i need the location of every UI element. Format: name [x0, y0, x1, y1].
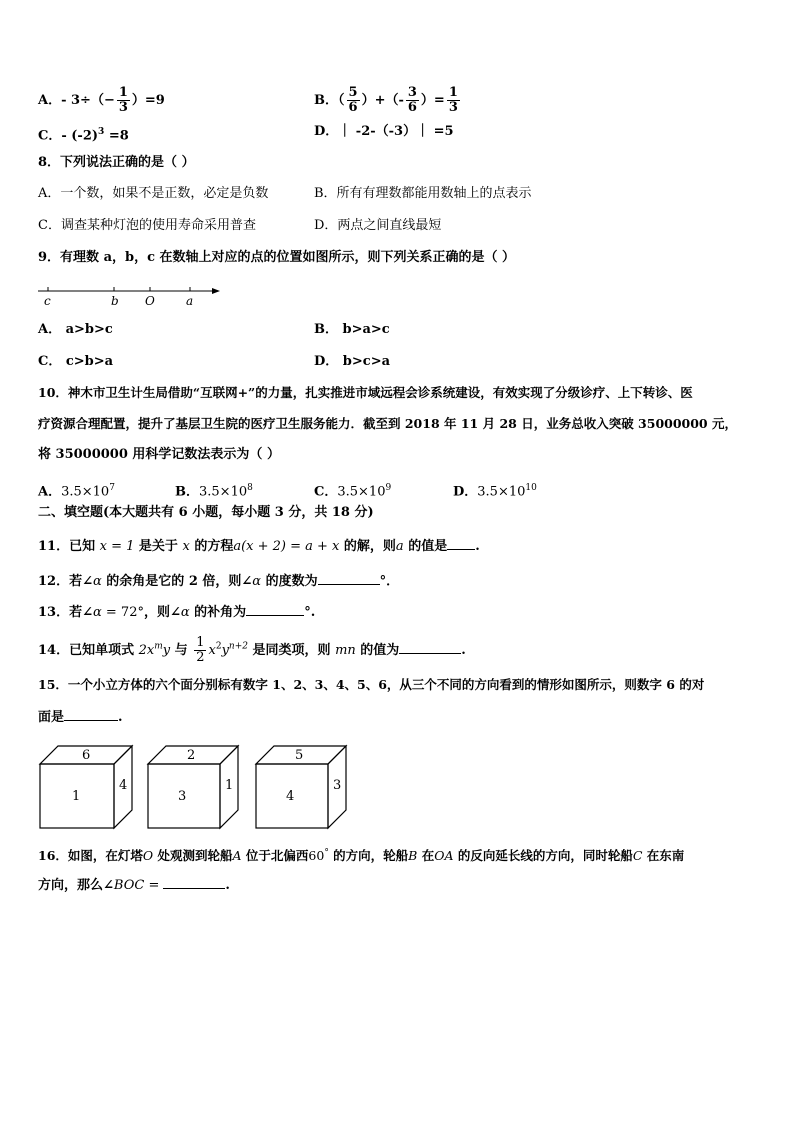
- cube-3-front: 4: [286, 789, 295, 804]
- q10-line1: 10．神木市卫生计生局借助“互联网+”的力量，扎实推进市域远程会诊系统建设，有效实现了分级诊疗、上下转诊、医: [38, 385, 693, 400]
- q16-line2: 方向，那么∠BOC = .: [38, 874, 230, 896]
- q15-line1: 15．一个小立方体的六个面分别标有数字 1、2、3、4、5、6，从三个不同的方向看到的情形如图所示，则数字 6 的对: [38, 677, 705, 692]
- q14-answer-blank[interactable]: [399, 639, 461, 654]
- cube-1-top: 6: [82, 748, 91, 763]
- cube-2-front: 3: [178, 789, 187, 804]
- q11: 11．已知 x = 1 是关于 x 的方程a(x + 2) = a + x 的解，则a 的值是 .: [38, 535, 480, 557]
- number-line-arrow: [212, 288, 220, 294]
- q8-option-d: D．两点之间直线最短: [314, 218, 442, 233]
- q11-answer-blank[interactable]: [447, 535, 475, 550]
- q8-option-b: B．所有有理数都能用数轴上的点表示: [314, 186, 532, 201]
- cube-1: [40, 746, 132, 828]
- q10-option-d: D．$3.5\times 10^{10}$: [453, 483, 537, 500]
- section-fill-in-heading: 二、填空题(本大题共有 6 小题，每小题 3 分，共 18 分): [38, 505, 374, 520]
- q15-line2: 面是 .: [38, 706, 123, 728]
- q9-option-d: D． b>c>a: [314, 354, 391, 369]
- cube-2-top: 2: [187, 748, 196, 763]
- q15-cubes-figure: [36, 742, 376, 832]
- label-b: b: [111, 294, 119, 308]
- q7-option-c: C．- $(-2)^3 =8$: [38, 127, 129, 144]
- q10-line2: 疗资源合理配置，提升了基层卫生院的医疗卫生服务能力．截至到 2018 年 11 月 28 日，业务总收入突破 35000000 元，: [38, 416, 737, 431]
- q12: 12．若∠α 的余角是它的 2 倍，则∠α 的度数为 °．: [38, 570, 399, 592]
- q8-option-a: A．一个数，如果不是正数，必定是负数: [38, 186, 269, 201]
- q14: 14．已知单项式 $2x^my$ 与 $\frac{1}{2}$ $x^2y^{n+2}$ 是同类项，则 mn 的值为 .: [38, 635, 466, 665]
- q9-option-b: B． b>a>c: [314, 322, 390, 337]
- q9-option-a: A． a>b>c: [38, 322, 113, 337]
- q7-option-a: A．- 3÷（− $\frac{1}{3}$ ）=9: [38, 85, 165, 115]
- q7-option-d: D．｜ -2-（-3）｜ =5: [314, 124, 454, 139]
- label-c: c: [44, 294, 51, 308]
- q16-line1: 16．如图，在灯塔O 处观测到轮船A 位于北偏西60° 的方向，轮船B 在OA 的反向延长线的方向，同时轮船C 在东南: [38, 848, 685, 864]
- q10-option-a: A．$3.5\times 10^7$: [38, 483, 115, 500]
- q9-stem: 9．有理数 a，b，c 在数轴上对应的点的位置如图所示，则下列关系正确的是（ ）: [38, 250, 516, 265]
- q8-option-c: C．调查某种灯泡的使用寿命采用普查: [38, 218, 256, 233]
- q15-answer-blank[interactable]: [64, 706, 118, 721]
- cube-1-side: 4: [119, 778, 128, 793]
- cube-2-side: 1: [225, 778, 234, 793]
- q7-option-b: B．（ $\frac{5}{6}$ ）+（- $\frac{3}{6}$ ）= $\frac{1}{3}$: [314, 85, 458, 115]
- q10-line3: 将 35000000 用科学记数法表示为（ ）: [38, 447, 280, 462]
- q10-option-c: C．$3.5\times 10^9$: [314, 483, 392, 500]
- q16-answer-blank[interactable]: [163, 874, 225, 889]
- cube-2: [148, 746, 238, 828]
- cube-3-side: 3: [333, 778, 342, 793]
- q13: 13．若∠α = 72°，则∠α 的补角为 °.: [38, 601, 315, 623]
- q10-option-b: B．$3.5\times 10^8$: [175, 483, 253, 500]
- cube-3: [256, 746, 346, 828]
- cube-3-top: 5: [295, 748, 304, 763]
- q9-option-c: C． c>b>a: [38, 354, 114, 369]
- q13-answer-blank[interactable]: [246, 601, 304, 616]
- label-o: O: [145, 294, 155, 308]
- q12-answer-blank[interactable]: [318, 570, 380, 585]
- cube-1-front: 1: [72, 789, 81, 804]
- q8-stem: 8．下列说法正确的是（ ）: [38, 155, 195, 170]
- q9-number-line: [34, 280, 224, 308]
- label-a: a: [186, 294, 194, 308]
